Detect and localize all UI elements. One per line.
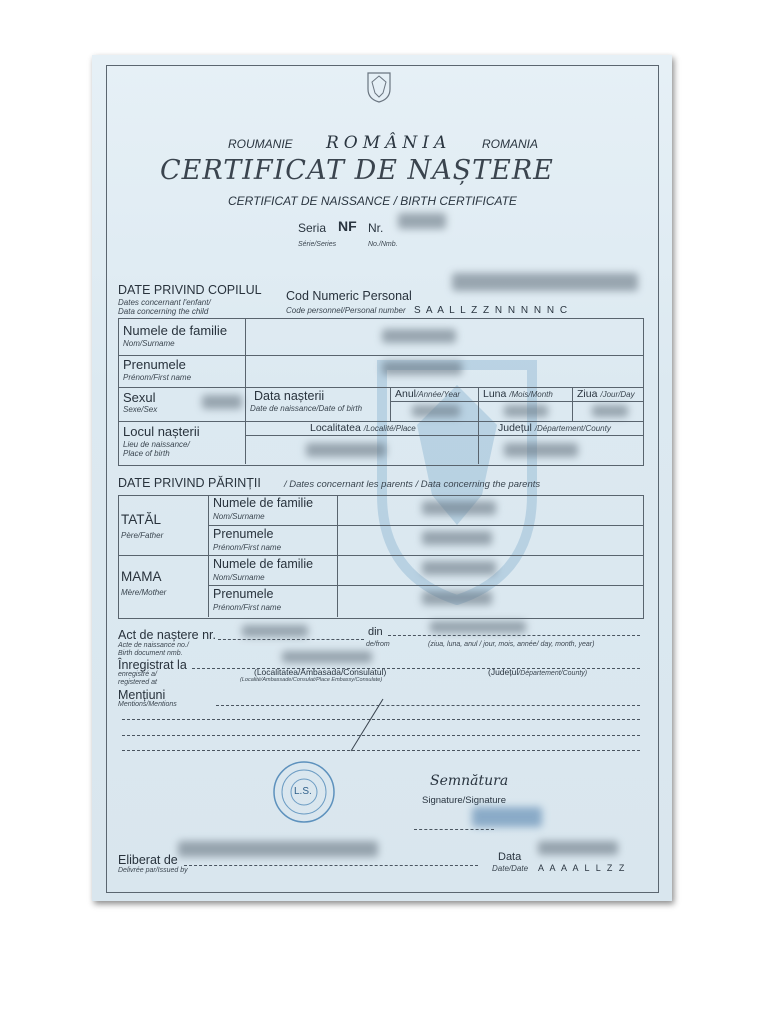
registered-sub1: enregistré a/ — [118, 671, 157, 678]
mother-firstname-label: Prenumele — [213, 587, 274, 601]
redacted-issue-date — [538, 841, 618, 855]
country-label-fr: ROUMANIE — [228, 137, 293, 151]
child-firstname-label: Prenumele — [123, 357, 186, 372]
county-hint-text: (Județul — [488, 667, 519, 677]
issued-label: Eliberat de — [118, 853, 178, 867]
birthplace-sub1: Lieu de naissance/ — [123, 440, 190, 449]
redacted-registered-place — [282, 651, 372, 663]
birth-certificate-document — [92, 55, 672, 901]
father-firstname-label: Prenumele — [213, 527, 274, 541]
redacted-issuer — [178, 841, 378, 857]
father-firstname-sub: Prénom/First name — [213, 543, 282, 552]
parents-data-table — [118, 495, 644, 619]
mentions-label: Mențiuni — [118, 688, 166, 702]
child-firstname-sub: Prénom/First name — [123, 373, 192, 382]
parents-section-title: DATE PRIVIND PĂRINȚII — [118, 476, 261, 490]
date-label: Data — [498, 851, 522, 863]
mentions-sub: Mentions/Mentions — [118, 701, 177, 708]
child-surname-label: Numele de familie — [123, 323, 228, 338]
child-section-sub1: Dates concernant l'enfant/ — [118, 298, 211, 307]
child-surname-sub: Nom/Surname — [123, 339, 175, 348]
signature-sub: Signature/Signature — [422, 795, 506, 806]
redacted-month — [504, 405, 548, 417]
father-surname-label: Numele de familie — [213, 496, 314, 510]
redacted-cnp — [452, 273, 638, 291]
child-section-title: DATE PRIVIND COPILUL — [118, 283, 262, 297]
registered-label: Înregistrat la — [118, 658, 187, 672]
redacted-act-number — [242, 625, 308, 637]
day-sub: /Jour/Day — [600, 390, 635, 399]
redacted-child-firstname — [382, 361, 462, 375]
seal-text: L.S. — [294, 786, 312, 797]
county-label — [498, 422, 611, 434]
birthplace-label: Locul nașterii — [123, 424, 200, 439]
redacted-year — [412, 405, 460, 417]
county-sub: /Département/County — [534, 424, 611, 433]
county-label-text: Județul — [498, 422, 532, 434]
mother-label: MAMA — [121, 569, 162, 584]
county-hint — [488, 667, 587, 677]
day-label-text: Ziua — [577, 388, 598, 400]
locality-label-text: Localitatea — [310, 422, 361, 434]
redacted-county — [504, 443, 578, 457]
country-label-ro: ROMÂNIA — [326, 133, 452, 153]
signature-label: Semnătura — [430, 773, 509, 789]
sex-label: Sexul — [123, 390, 156, 405]
redacted-number — [398, 213, 446, 229]
cnp-label: Cod Numeric Personal — [286, 289, 412, 303]
redacted-child-surname — [382, 329, 456, 343]
redacted-locality — [306, 443, 386, 457]
birthdate-label: Data nașterii — [254, 389, 325, 403]
father-surname-sub: Nom/Surname — [213, 512, 265, 521]
birthplace-sub2: Place of birth — [123, 449, 170, 458]
redacted-mother-firstname — [422, 591, 492, 605]
parents-section-sub: / Dates concernant les parents / Data concerning the parents — [284, 479, 541, 490]
redacted-mother-surname — [422, 561, 496, 575]
locality-hint: (Localitatea/Ambasada/Consulatul) — [254, 667, 387, 677]
locality-label — [310, 422, 416, 434]
nr-sub-label: No./Nmb. — [368, 241, 398, 248]
month-sub: /Mois/Month — [509, 390, 553, 399]
cnp-pattern: S A A L L Z Z N N N N N C — [414, 305, 569, 316]
document-title: CERTIFICAT DE NAȘTERE — [160, 155, 554, 186]
act-label: Act de naștere nr. — [118, 628, 216, 642]
mother-surname-label: Numele de familie — [213, 557, 314, 571]
mother-sub: Mère/Mother — [121, 588, 167, 597]
mother-surname-sub: Nom/Surname — [213, 573, 265, 582]
year-label-text: Anul — [395, 388, 417, 400]
redacted-signature — [472, 807, 542, 827]
father-label: TATĂL — [121, 512, 162, 527]
act-sub2: Birth document nmb. — [118, 650, 183, 657]
registered-sub2: registered at — [118, 679, 157, 686]
nr-label: Nr. — [368, 221, 384, 235]
date-sub: Date/Date — [492, 864, 529, 873]
din-label: din — [368, 626, 383, 638]
act-sub1: Acte de naissance no./ — [118, 642, 189, 649]
month-label-text: Luna — [483, 388, 507, 400]
child-section-sub2: Data concerning the child — [118, 307, 209, 316]
year-label — [395, 388, 460, 400]
locality-sub: /Localité/Place — [363, 424, 416, 433]
coat-of-arms-icon — [364, 67, 394, 103]
seria-value: NF — [338, 218, 357, 234]
din-sub: de/from — [366, 641, 390, 648]
cancel-stroke-icon — [347, 697, 387, 753]
redacted-day — [592, 405, 628, 417]
redacted-act-date — [430, 621, 526, 633]
cnp-sub-label: Code personnel/Personal number — [286, 306, 406, 315]
birthdate-sub: Date de naissance/Date of birth — [250, 404, 363, 413]
day-label — [577, 388, 635, 400]
father-sub: Père/Father — [121, 531, 164, 540]
issued-sub: Delivrée par/Issued by — [118, 867, 188, 874]
date-pattern: A A A A L L Z Z — [538, 863, 627, 873]
country-label-en: ROMANIA — [482, 137, 539, 151]
locality-hint-sub: (Localité/Ambassade/Consulat/Place Embassy/Consulate) — [240, 677, 383, 683]
redacted-sex — [202, 395, 242, 409]
document-subtitle: CERTIFICAT DE NAISSANCE / BIRTH CERTIFICATE — [228, 194, 517, 208]
county-hint-sub: /Département/County) — [518, 670, 588, 677]
seria-sub-label: Série/Series — [298, 241, 337, 248]
year-sub: /Année/Year — [416, 390, 461, 399]
redacted-father-surname — [422, 501, 496, 515]
sex-sub: Sexe/Sex — [123, 405, 158, 414]
mother-firstname-sub: Prénom/First name — [213, 603, 282, 612]
redacted-father-firstname — [422, 531, 492, 545]
date-hint: (ziua, luna, anul / jour, mois, année/ day, month, year) — [428, 641, 595, 648]
seria-label: Seria — [298, 221, 327, 235]
month-label — [483, 388, 553, 400]
